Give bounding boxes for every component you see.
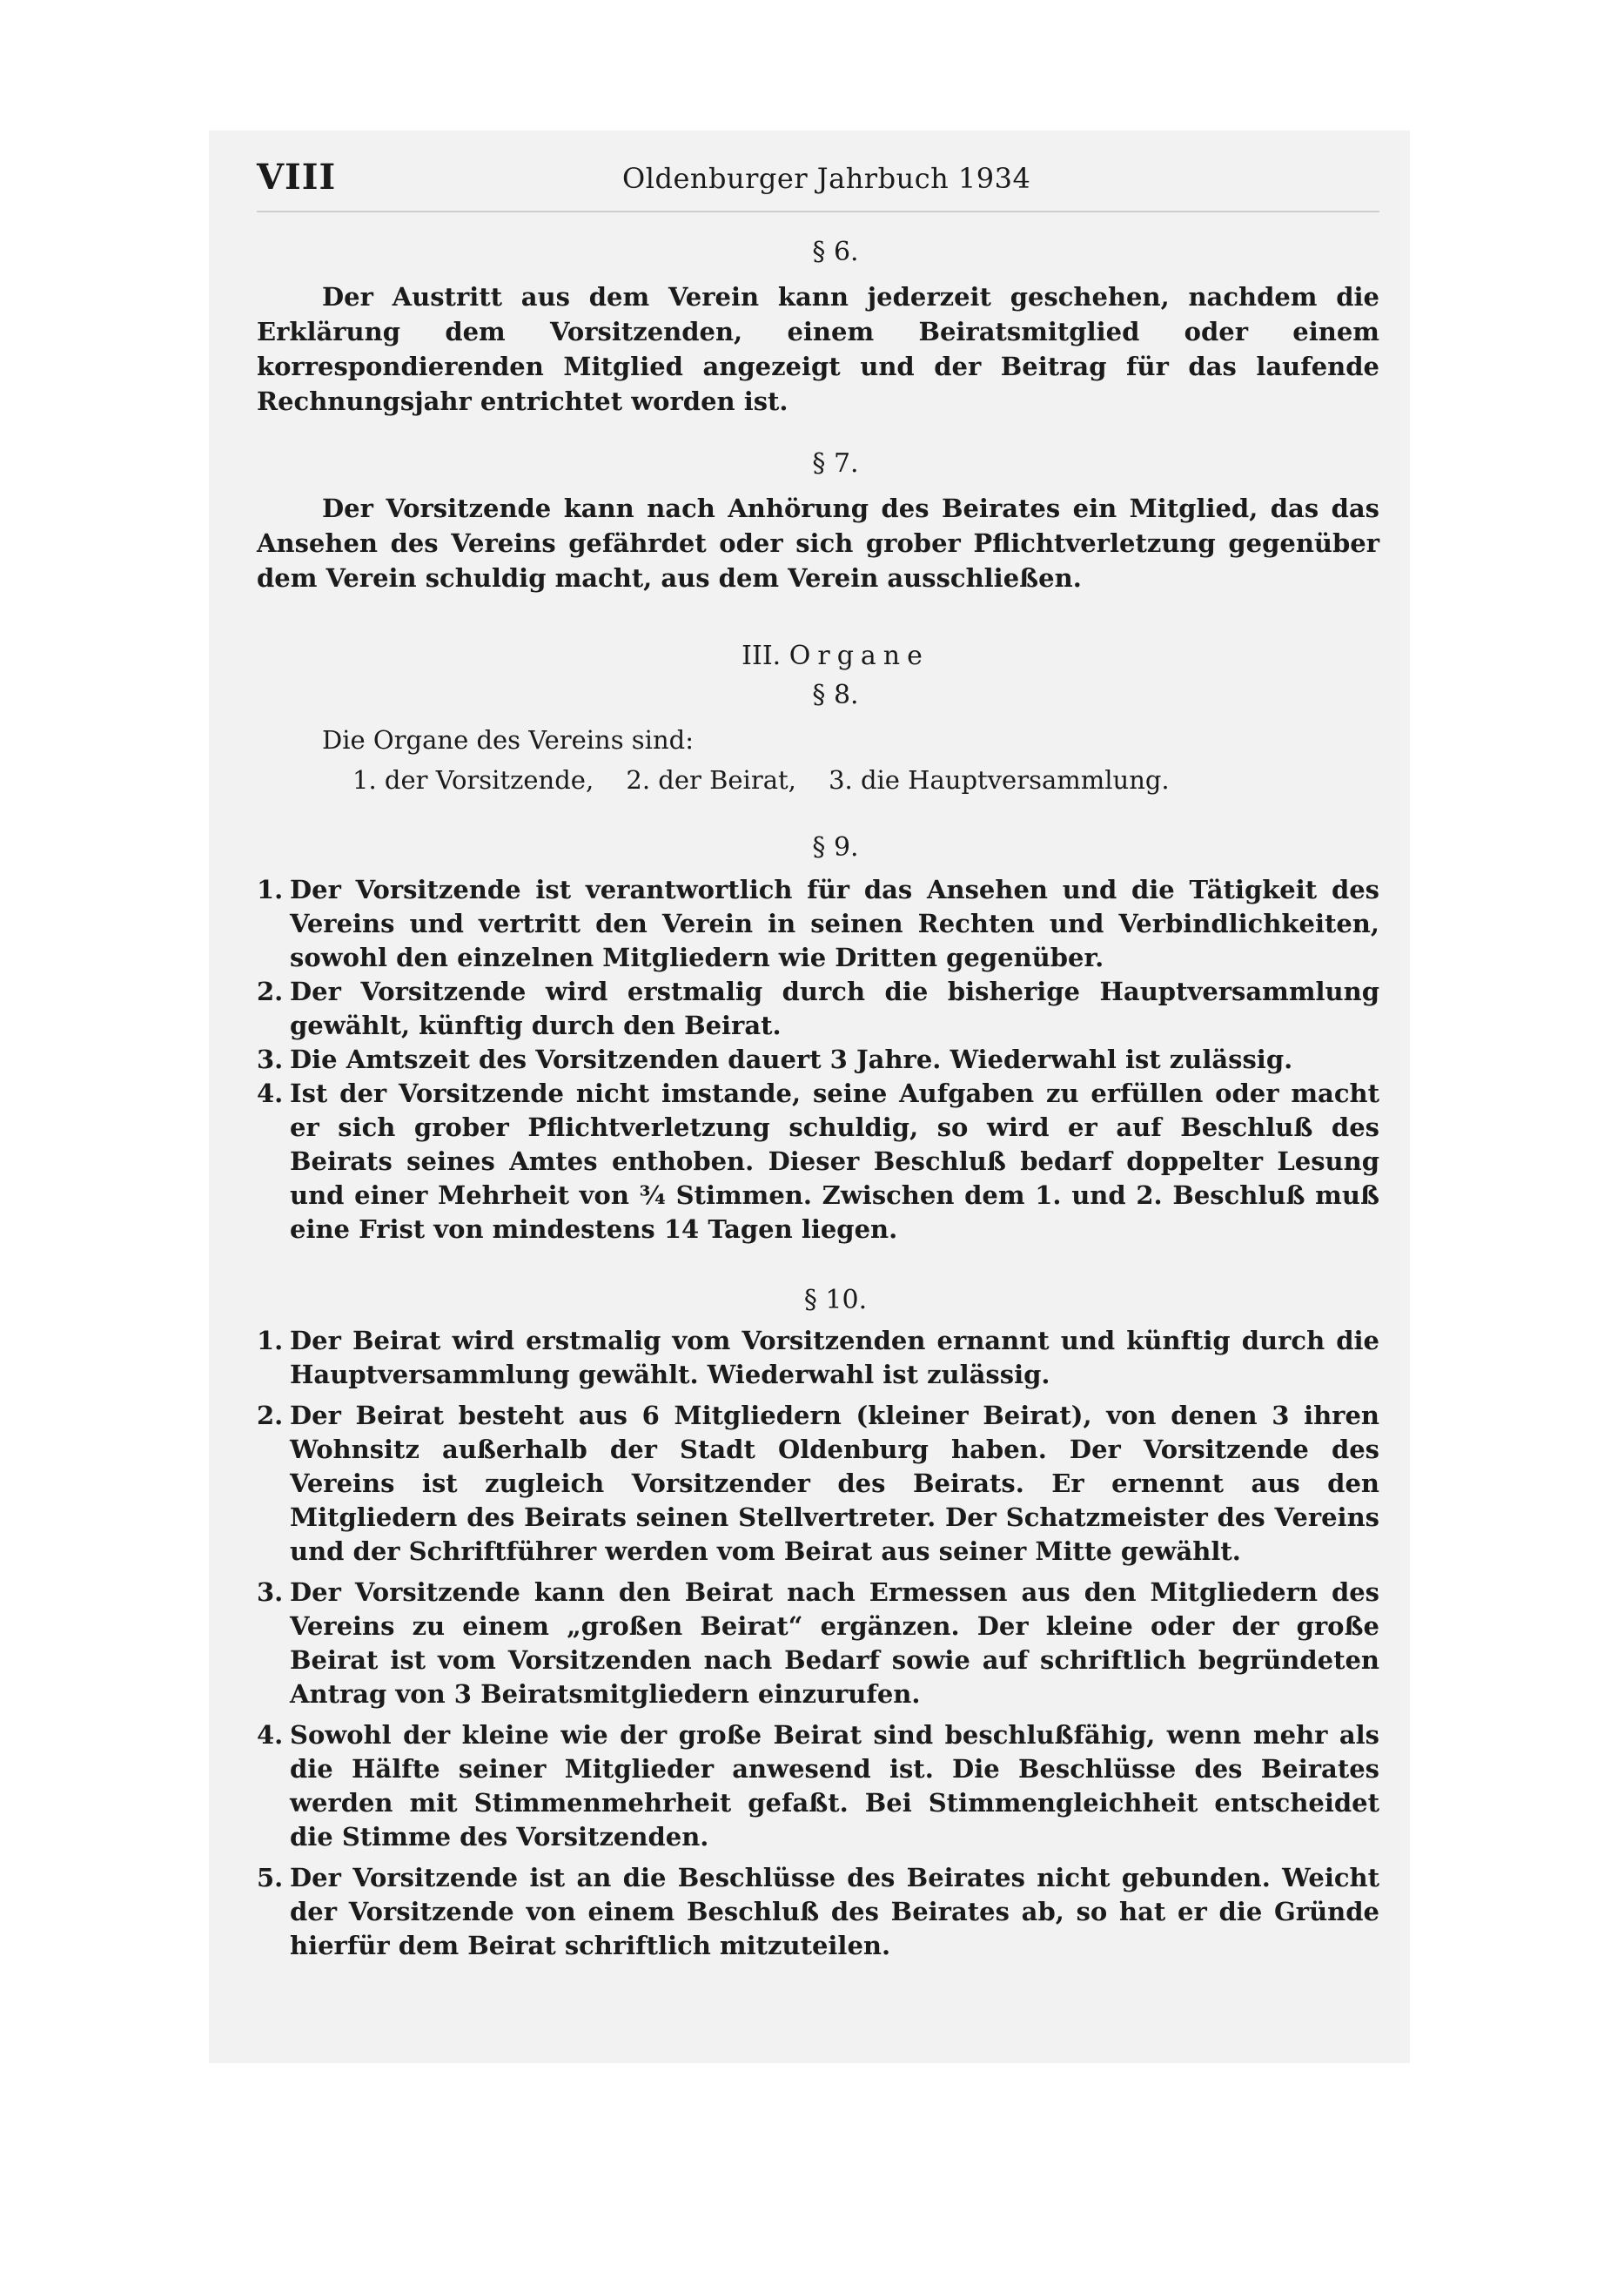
section-6 bbox=[257, 237, 1379, 419]
list-item bbox=[257, 1324, 1379, 1392]
list-item bbox=[257, 1861, 1379, 1963]
organ-item: 1. der Vorsitzende, bbox=[352, 765, 594, 795]
page-header bbox=[257, 157, 1379, 212]
part-3-heading bbox=[257, 641, 1379, 671]
section-10 bbox=[257, 1285, 1379, 1963]
section-10-list bbox=[257, 1324, 1379, 1963]
item-text: Der Vorsitzende ist an die Beschlüsse des Beirates nicht gebunden. Weicht der Vorsitzende von einem Beschluß des Beirates ab, so hat er die Gründe hierfür dem Beirat schriftlich mitzuteilen. bbox=[290, 1863, 1379, 1960]
part-3-title: Organe bbox=[789, 641, 929, 671]
section-8-heading: § 8. bbox=[812, 680, 859, 710]
item-text: Der Vorsitzende wird erstmalig durch die bisherige Hauptversammlung gewählt, künftig durch den Beirat. bbox=[290, 977, 1379, 1040]
item-number: 5. bbox=[257, 1863, 284, 1892]
organ-item: 3. die Hauptversammlung. bbox=[829, 765, 1170, 795]
section-9-list bbox=[257, 873, 1379, 1247]
section-9 bbox=[257, 832, 1379, 1247]
document-page bbox=[257, 157, 1379, 1963]
list-item bbox=[257, 1399, 1379, 1569]
list-item bbox=[257, 975, 1379, 1043]
item-number: 3. bbox=[257, 1577, 284, 1607]
section-7 bbox=[257, 448, 1379, 595]
running-title: Oldenburger Jahrbuch 1934 bbox=[622, 162, 1031, 195]
item-text: Sowohl der kleine wie der große Beirat sind beschlußfähig, wenn mehr als die Hälfte seiner Mitglieder anwesend ist. Die Beschlüsse des Beirates werden mit Stimmenmehrheit gefaßt. Bei Stimmengleichheit entscheidet die Stimme des Vorsitzenden. bbox=[290, 1720, 1379, 1852]
list-item bbox=[257, 1718, 1379, 1854]
item-number: 2. bbox=[257, 977, 284, 1006]
item-number: 3. bbox=[257, 1045, 284, 1074]
section-7-text: Der Vorsitzende kann nach Anhörung des Beirates ein Mitglied, das das Ansehen des Vereins gefährdet oder sich grober Pflichtverletzung gegenüber dem Verein schuldig macht, aus dem Verein ausschließen. bbox=[257, 494, 1379, 593]
item-text: Die Amtszeit des Vorsitzenden dauert 3 Jahre. Wiederwahl ist zulässig. bbox=[290, 1045, 1293, 1074]
page-number: VIII bbox=[257, 157, 337, 198]
list-item bbox=[257, 873, 1379, 975]
item-text: Der Vorsitzende kann den Beirat nach Ermessen aus den Mitgliedern des Vereins zu einem „großen Beirat“ ergänzen. Der kleine oder der große Beirat ist vom Vorsitzenden nach Bedarf sowie auf schriftlich begründeten Antrag von 3 Beiratsmitgliedern einzurufen. bbox=[290, 1577, 1379, 1709]
item-text: Der Vorsitzende ist verantwortlich für das Ansehen und die Tätigkeit des Vereins und vertritt den Verein in seinen Rechten und Verbindlichkeiten, sowohl den einzelnen Mitgliedern wie Dritten gegenüber. bbox=[290, 875, 1379, 972]
item-number: 1. bbox=[257, 1326, 284, 1355]
item-text: Ist der Vorsitzende nicht imstande, seine Aufgaben zu erfüllen oder macht er sich grober Pflichtverletzung schuldig, so wird er auf Beschluß des Beirats seines Amtes enthoben. Dieser Beschluß bedarf doppelter Lesung und einer Mehrheit von ¾ Stimmen. Zwischen dem 1. und 2. Beschluß muß eine Frist von mindestens 14 Tagen liegen. bbox=[290, 1079, 1379, 1244]
item-number: 1. bbox=[257, 875, 284, 904]
section-6-text: Der Austritt aus dem Verein kann jederzeit geschehen, nachdem die Erklärung dem Vorsitzenden, einem Beiratsmitglied oder einem korrespondierenden Mitglied angezeigt und der Beitrag für das laufende Rechnungsjahr entrichtet worden ist. bbox=[257, 282, 1379, 416]
list-item bbox=[257, 1043, 1379, 1077]
part-3-numeral: III. bbox=[742, 641, 782, 671]
section-8 bbox=[257, 680, 1379, 797]
organs-list bbox=[257, 763, 1379, 797]
item-text: Der Beirat besteht aus 6 Mitgliedern (kleiner Beirat), von denen 3 ihren Wohnsitz außerhalb der Stadt Oldenburg haben. Der Vorsitzende des Vereins ist zugleich Vorsitzender des Beirats. Er ernennt aus den Mitgliedern des Beirats seinen Stellvertreter. Der Schatzmeister des Vereins und der Schriftführer werden vom Beirat aus seiner Mitte gewählt. bbox=[290, 1401, 1379, 1566]
section-8-intro: Die Organe des Vereins sind: bbox=[322, 725, 694, 755]
section-9-heading: § 9. bbox=[812, 832, 859, 863]
item-number: 2. bbox=[257, 1401, 284, 1430]
section-6-heading: § 6. bbox=[812, 237, 859, 267]
item-number: 4. bbox=[257, 1720, 284, 1750]
section-7-heading: § 7. bbox=[812, 448, 859, 479]
organ-item: 2. der Beirat, bbox=[626, 765, 796, 795]
item-number: 4. bbox=[257, 1079, 284, 1108]
list-item bbox=[257, 1576, 1379, 1711]
list-item bbox=[257, 1077, 1379, 1247]
section-10-heading: § 10. bbox=[803, 1285, 868, 1315]
item-text: Der Beirat wird erstmalig vom Vorsitzenden ernannt und künftig durch die Hauptversammlung gewählt. Wiederwahl ist zulässig. bbox=[290, 1326, 1379, 1389]
